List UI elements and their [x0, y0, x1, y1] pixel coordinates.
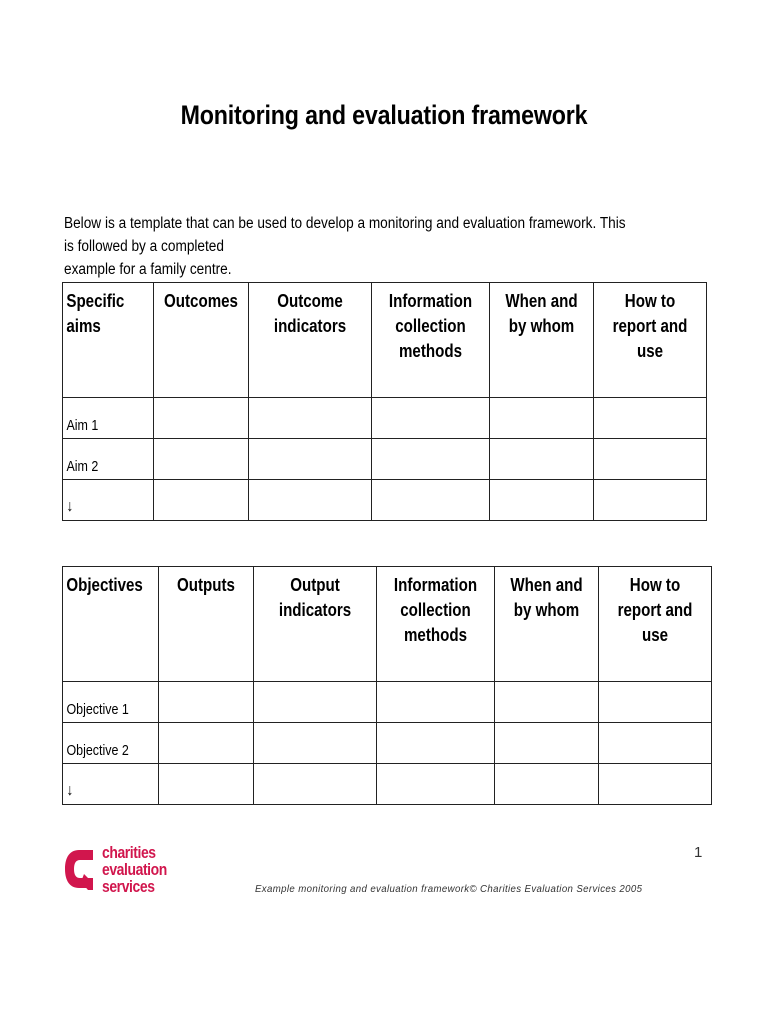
column-header: Outcome indicators	[249, 283, 372, 398]
table-cell	[254, 723, 377, 764]
footer-copyright: Example monitoring and evaluation framework© Charities Evaluation Services 2005	[255, 883, 643, 895]
row-label: Objective 2	[63, 723, 159, 764]
table-cell	[599, 723, 712, 764]
column-header: Objectives	[63, 567, 159, 682]
ces-logo-text: charities evaluation services	[102, 843, 167, 896]
table-row	[63, 398, 707, 439]
table-cell	[154, 439, 249, 480]
table-header-row	[63, 567, 712, 682]
table-cell	[372, 398, 490, 439]
objectives-table	[62, 566, 712, 805]
column-header: Specific aims	[63, 283, 154, 398]
table-cell	[495, 682, 599, 723]
row-label: Objective 1	[63, 682, 159, 723]
table-cell	[490, 439, 594, 480]
table-cell	[249, 439, 372, 480]
table-cell	[594, 439, 707, 480]
table-cell	[154, 398, 249, 439]
table-cell	[159, 764, 254, 805]
table-row	[63, 480, 707, 521]
column-header: Outcomes	[154, 283, 249, 398]
table-row	[63, 723, 712, 764]
intro-line-2: example for a family centre.	[64, 261, 232, 278]
table-cell	[490, 398, 594, 439]
continue-arrow: ↓	[63, 764, 159, 805]
page-title: Monitoring and evaluation framework	[180, 100, 588, 130]
column-header: Information collection methods	[372, 283, 490, 398]
ces-logo-mark-icon	[64, 848, 94, 890]
table-cell	[159, 723, 254, 764]
intro-paragraph	[64, 212, 636, 281]
table-cell	[377, 723, 495, 764]
column-header: When and by whom	[490, 283, 594, 398]
column-header: When and by whom	[495, 567, 599, 682]
column-header: Outputs	[159, 567, 254, 682]
row-label: Aim 1	[63, 398, 154, 439]
table-cell	[495, 723, 599, 764]
ces-logo	[64, 840, 184, 900]
table-cell	[599, 682, 712, 723]
column-header: How to report and use	[594, 283, 707, 398]
table-cell	[495, 764, 599, 805]
table-cell	[490, 480, 594, 521]
table-cell	[594, 480, 707, 521]
table-row	[63, 682, 712, 723]
table-header-row	[63, 283, 707, 398]
continue-arrow: ↓	[63, 480, 154, 521]
table-cell	[377, 682, 495, 723]
table-cell	[372, 480, 490, 521]
table-cell	[154, 480, 249, 521]
page-number: 1	[694, 844, 703, 861]
column-header: Information collection methods	[377, 567, 495, 682]
table-cell	[249, 480, 372, 521]
table-cell	[254, 682, 377, 723]
table-cell	[254, 764, 377, 805]
table-cell	[249, 398, 372, 439]
table-cell	[159, 682, 254, 723]
column-header: Output indicators	[254, 567, 377, 682]
intro-line-1: Below is a template that can be used to develop a monitoring and evaluation framework. This is followed by a completed	[64, 215, 626, 255]
table-cell	[372, 439, 490, 480]
table-cell	[377, 764, 495, 805]
table-row	[63, 764, 712, 805]
aims-table	[62, 282, 707, 521]
table-cell	[594, 398, 707, 439]
table-row	[63, 439, 707, 480]
table-cell	[599, 764, 712, 805]
row-label: Aim 2	[63, 439, 154, 480]
column-header: How to report and use	[599, 567, 712, 682]
